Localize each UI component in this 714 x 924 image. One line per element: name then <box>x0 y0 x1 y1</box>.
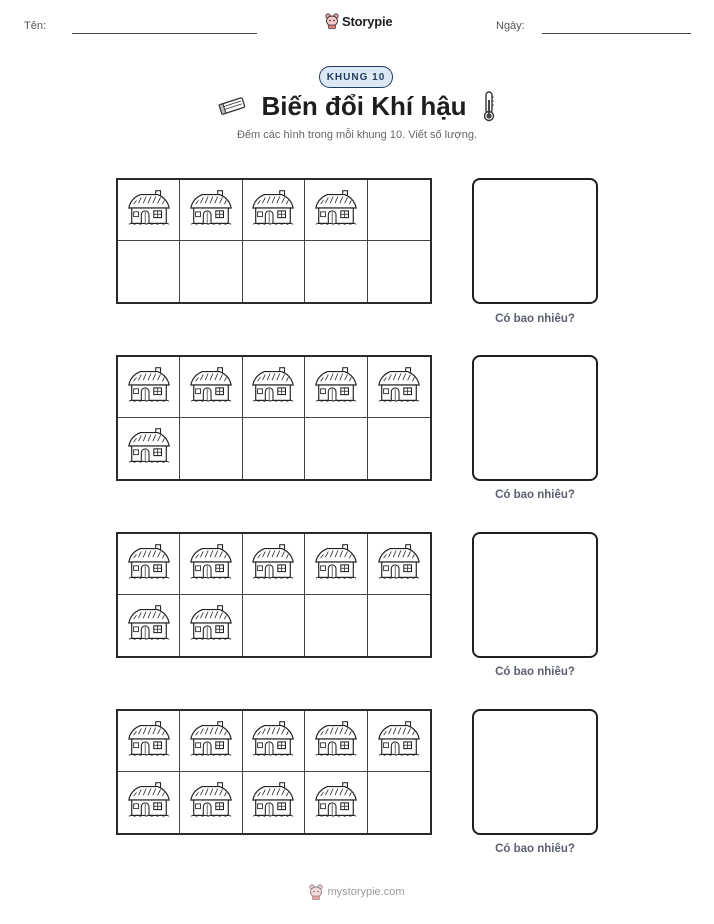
house-icon <box>249 780 297 825</box>
frame-cell <box>118 180 180 241</box>
ten-frame-2 <box>116 355 432 481</box>
frame-cell <box>243 418 305 479</box>
frame-cell <box>305 180 367 241</box>
how-many-prompt-2: Có bao nhiêu? <box>495 489 575 501</box>
frame-cell <box>118 595 180 656</box>
footer <box>0 884 714 900</box>
how-many-prompt-1: Có bao nhiêu? <box>495 313 575 325</box>
frame-cell <box>180 418 242 479</box>
storypie-mascot-icon <box>309 884 323 900</box>
answer-box-2[interactable] <box>472 355 598 481</box>
frame-cell <box>118 418 180 479</box>
footer-url: mystorypie.com <box>327 886 405 898</box>
house-icon <box>312 188 360 233</box>
frame-cell <box>118 357 180 418</box>
house-icon <box>125 365 173 410</box>
frame-cell <box>243 241 305 302</box>
frame-cell <box>243 534 305 595</box>
house-icon <box>249 719 297 764</box>
date-field-line[interactable] <box>542 33 691 34</box>
frame-cell <box>243 772 305 833</box>
frame-cell <box>118 711 180 772</box>
frame-cell <box>243 180 305 241</box>
house-icon <box>249 188 297 233</box>
frame-cell <box>368 241 430 302</box>
house-icon <box>312 365 360 410</box>
book-icon <box>217 95 247 117</box>
frame-type-badge: KHUNG 10 <box>319 66 393 88</box>
name-label: Tên: <box>24 20 47 32</box>
storypie-mascot-icon <box>325 13 339 29</box>
frame-cell <box>180 772 242 833</box>
house-icon <box>187 365 235 410</box>
frame-cell <box>118 772 180 833</box>
house-icon <box>312 542 360 587</box>
frame-cell <box>305 241 367 302</box>
house-icon <box>187 603 235 648</box>
frame-cell <box>305 357 367 418</box>
frame-cell <box>305 772 367 833</box>
house-icon <box>375 542 423 587</box>
frame-cell <box>180 534 242 595</box>
name-field-line[interactable] <box>72 33 257 34</box>
instructions: Đếm các hình trong mỗi khung 10. Viết số lượng. <box>236 129 477 141</box>
answer-box-4[interactable] <box>472 709 598 835</box>
frame-cell <box>243 357 305 418</box>
frame-cell <box>243 595 305 656</box>
answer-box-1[interactable] <box>472 178 598 304</box>
house-icon <box>187 719 235 764</box>
frame-cell <box>305 418 367 479</box>
frame-cell <box>118 534 180 595</box>
frame-cell <box>368 357 430 418</box>
house-icon <box>125 603 173 648</box>
frame-cell <box>180 357 242 418</box>
house-icon <box>312 780 360 825</box>
frame-cell <box>118 241 180 302</box>
page-title: Biến đổi Khí hậu <box>261 90 467 121</box>
frame-cell <box>305 534 367 595</box>
house-icon <box>312 719 360 764</box>
ten-frame-4 <box>116 709 432 835</box>
frame-cell <box>243 711 305 772</box>
how-many-prompt-4: Có bao nhiêu? <box>495 843 575 855</box>
brand-name: Storypie <box>342 13 393 29</box>
frame-cell <box>180 241 242 302</box>
frame-cell <box>180 595 242 656</box>
house-icon <box>375 719 423 764</box>
ten-frame-1 <box>116 178 432 304</box>
frame-cell <box>368 534 430 595</box>
frame-cell <box>180 180 242 241</box>
frame-cell <box>305 711 367 772</box>
house-icon <box>375 365 423 410</box>
frame-cell <box>368 418 430 479</box>
frame-cell <box>368 772 430 833</box>
house-icon <box>125 542 173 587</box>
house-icon <box>125 719 173 764</box>
house-icon <box>125 426 173 471</box>
frame-cell <box>368 180 430 241</box>
ten-frame-3 <box>116 532 432 658</box>
title-row <box>0 88 714 124</box>
frame-cell <box>368 595 430 656</box>
frame-cell <box>368 711 430 772</box>
frame-cell <box>180 711 242 772</box>
answer-box-3[interactable] <box>472 532 598 658</box>
house-icon <box>187 188 235 233</box>
brand-logo <box>325 13 392 29</box>
house-icon <box>249 365 297 410</box>
house-icon <box>187 542 235 587</box>
house-icon <box>249 542 297 587</box>
thermometer-icon <box>481 90 497 122</box>
date-label: Ngày: <box>496 20 525 32</box>
house-icon <box>187 780 235 825</box>
frame-cell <box>305 595 367 656</box>
how-many-prompt-3: Có bao nhiêu? <box>495 666 575 678</box>
house-icon <box>125 188 173 233</box>
house-icon <box>125 780 173 825</box>
